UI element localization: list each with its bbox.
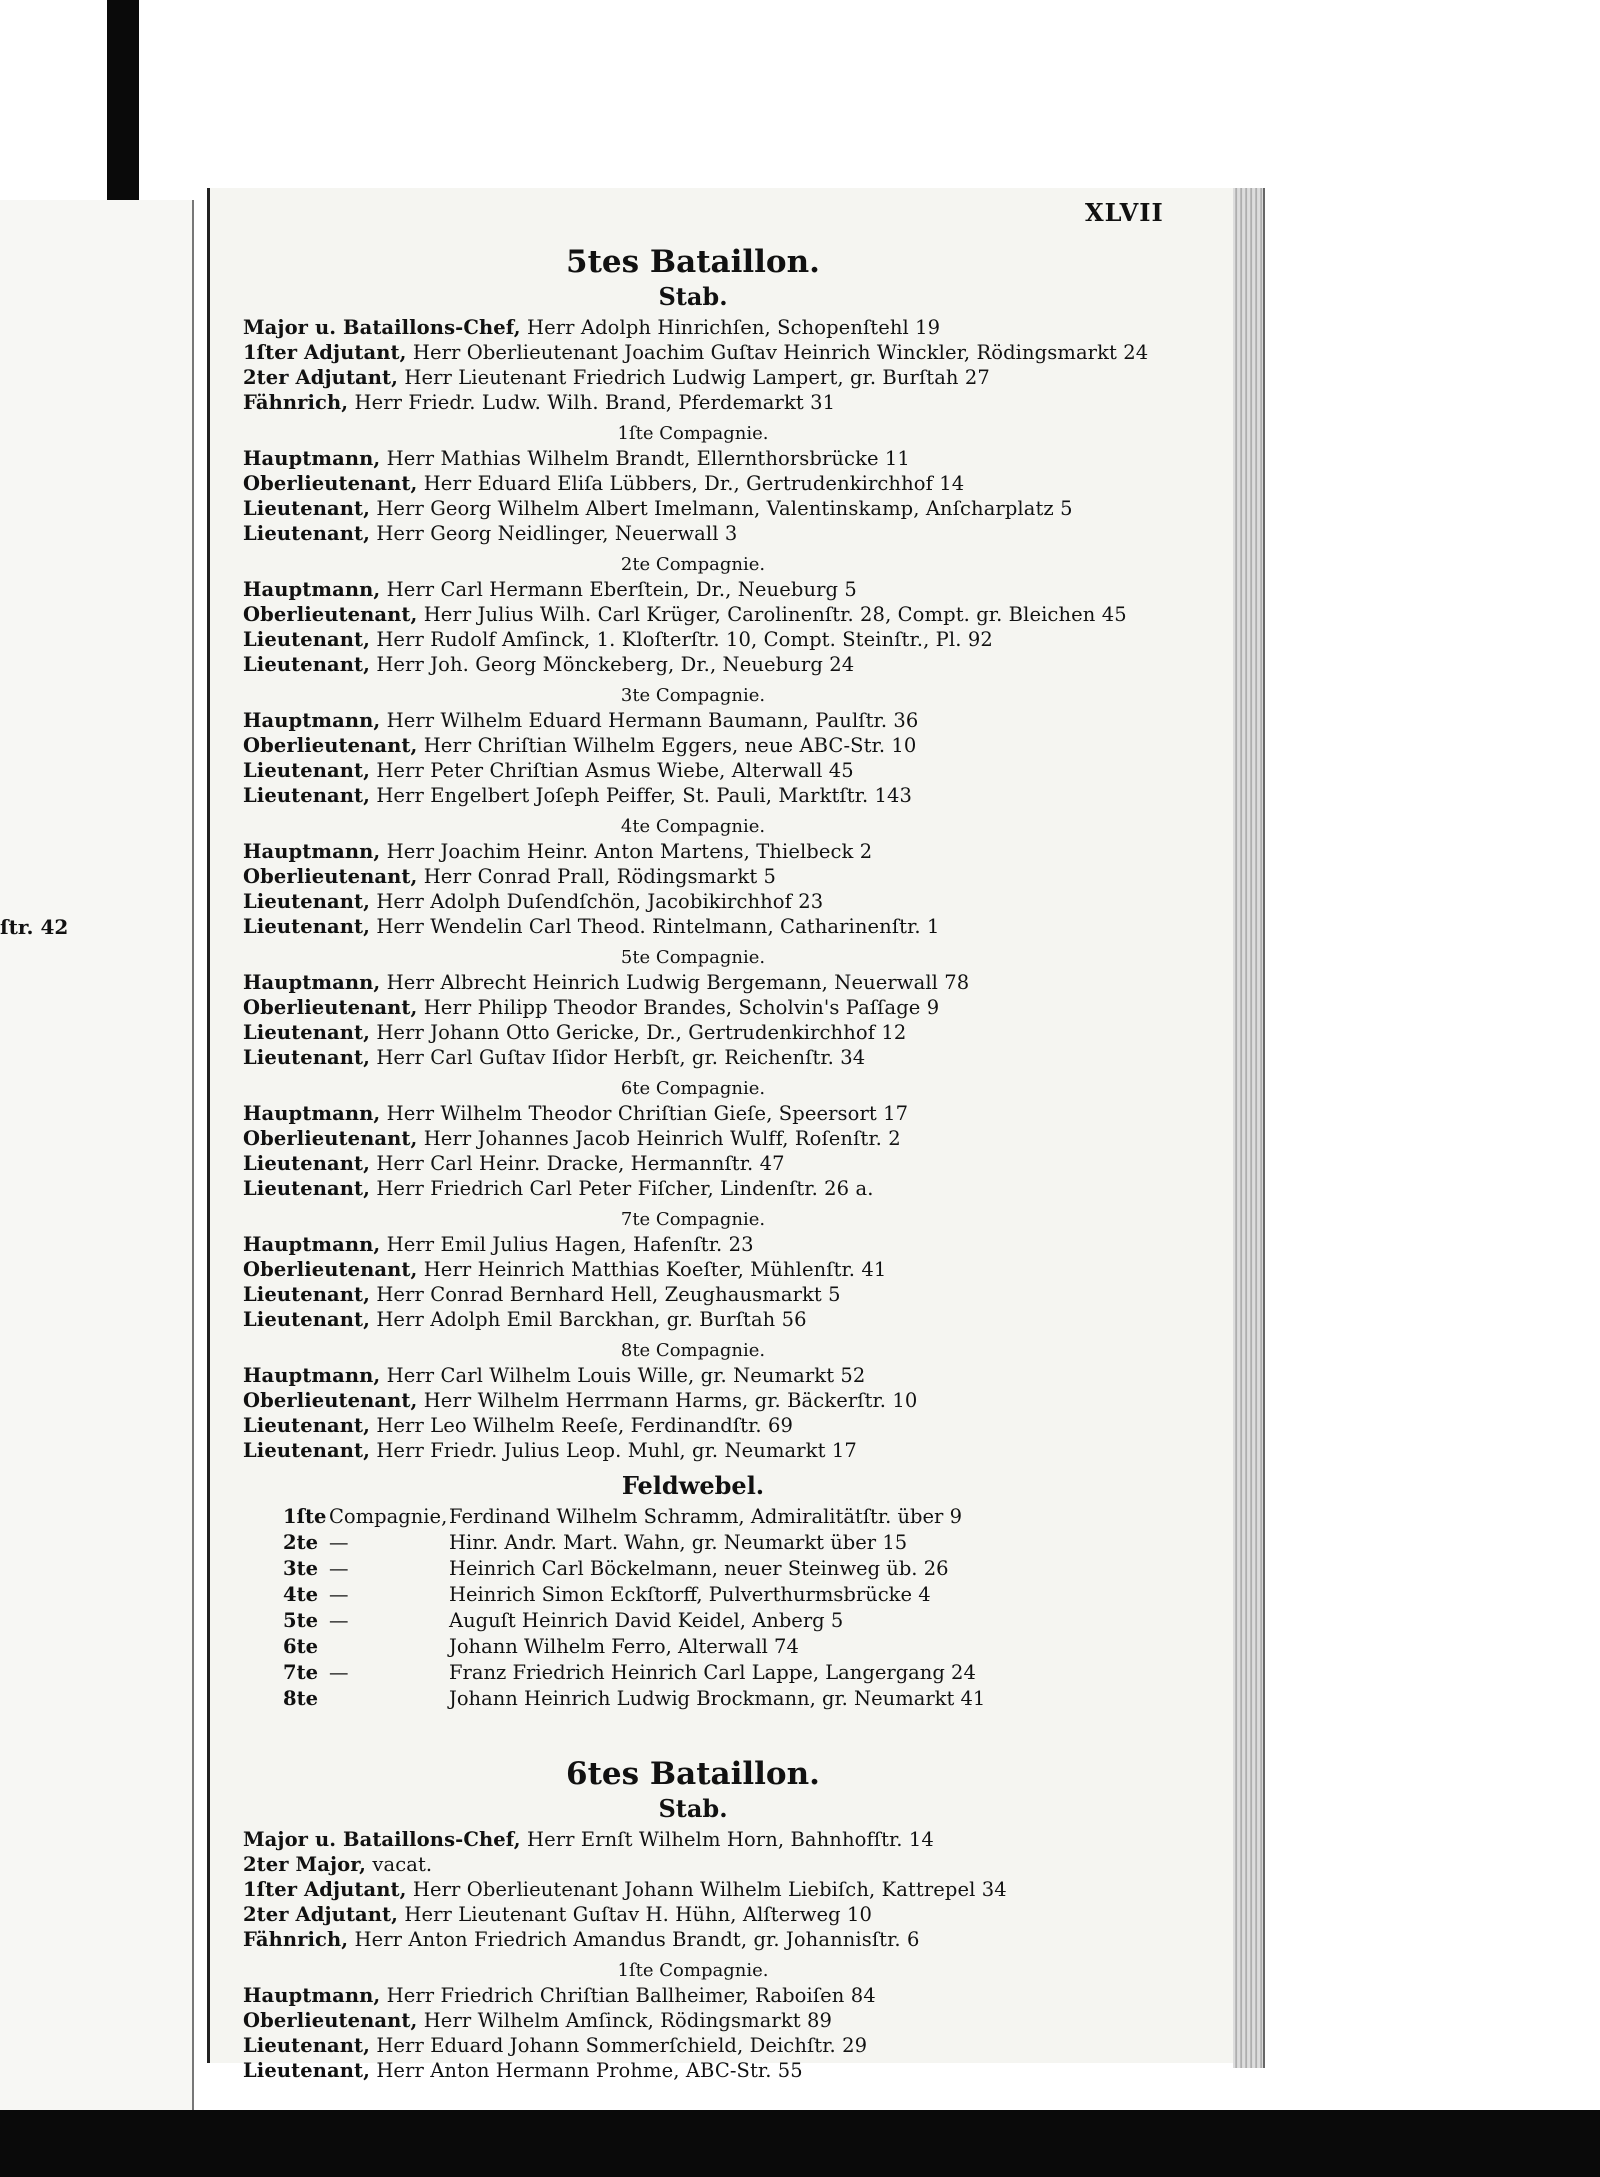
person-name-address: Herr Carl Wilhelm Louis Wille, gr. Neumarkt 52 [380, 1364, 866, 1387]
person-name-address: Herr Wilhelm Amſinck, Rödingsmarkt 89 [417, 2009, 833, 2032]
rank-label: Lieutenant, [243, 653, 371, 676]
company-number: 6te [283, 1635, 318, 1658]
company-member-entry [243, 577, 1143, 602]
person-name-address: Herr Friedrich Carl Peter Fiſcher, Lindenſtr. 26 a. [370, 1177, 874, 1200]
company-member-entry [243, 2033, 1143, 2058]
rank-label: Lieutenant, [243, 2034, 371, 2057]
person-name-address: Herr Wilhelm Theodor Chriſtian Gieſe, Speersort 17 [380, 1102, 909, 1125]
rank-label: Lieutenant, [243, 1308, 371, 1331]
previous-page-text-fragment: ſtr. 42 [0, 915, 69, 939]
rank-label: Lieutenant, [243, 497, 371, 520]
company-member-entry [243, 889, 1143, 914]
company-member-entry [243, 1151, 1143, 1176]
person-name-address: Herr Oberlieutenant Johann Wilhelm Liebiſch, Kattrepel 34 [406, 1878, 1007, 1901]
company-member-entry [243, 1126, 1143, 1151]
rank-label: Hauptmann, [243, 709, 381, 732]
company-member-entry [243, 914, 1143, 939]
person-name-address: Herr Ernſt Wilhelm Horn, Bahnhofſtr. 14 [520, 1828, 934, 1851]
person-name-address: Herr Peter Chriſtian Asmus Wiebe, Alterwall 45 [370, 759, 854, 782]
feldwebel-name-address: Johann Heinrich Ludwig Brockmann, gr. Neumarkt 41 [449, 1687, 986, 1710]
feldwebel-row [283, 1504, 985, 1530]
company-number: 5te [283, 1609, 318, 1632]
feldwebel-title: Feldwebel. [621, 1471, 765, 1500]
stab-member-entry [243, 1902, 1143, 1927]
battalion-6-stab-list [243, 1827, 1143, 1952]
company-member-entry [243, 627, 1143, 652]
rank-label: Oberlieutenant, [243, 2009, 418, 2032]
company-member-entry [243, 1232, 1143, 1257]
company-member-entry [243, 864, 1143, 889]
rank-label: Hauptmann, [243, 1233, 381, 1256]
company-member-entry [243, 2058, 1143, 2083]
company-member-entry [243, 970, 1143, 995]
company-member-entry [243, 839, 1143, 864]
person-name-address: Herr Lieutenant Friedrich Ludwig Lampert, gr. Burſtah 27 [398, 366, 990, 389]
battalion-6-companies [243, 1960, 1143, 2083]
rank-label: Lieutenant, [243, 1177, 371, 1200]
company-member-entry [243, 1363, 1143, 1388]
company-member-entry [243, 708, 1143, 733]
person-name-address: Herr Wilhelm Herrmann Harms, gr. Bäckerſtr. 10 [417, 1389, 918, 1412]
company-member-entry [243, 1413, 1143, 1438]
person-name-address: Herr Adolph Emil Barckhan, gr. Burſtah 56 [370, 1308, 807, 1331]
company-title: 5te Compagnie. [620, 947, 766, 968]
person-name-address: Herr Georg Neidlinger, Neuerwall 3 [370, 522, 738, 545]
company-label: Compagnie, [329, 1505, 448, 1528]
company-label: — [329, 1661, 349, 1684]
page-number: XLVII [1085, 198, 1164, 227]
person-name-address: Herr Conrad Bernhard Hell, Zeughausmarkt 5 [370, 1283, 841, 1306]
feldwebel-name-address: Johann Wilhelm Ferro, Alterwall 74 [449, 1635, 799, 1658]
company-member-entry [243, 1020, 1143, 1045]
company-member-entry [243, 758, 1143, 783]
rank-label: 1ſter Adjutant, [243, 341, 407, 364]
company-title: 1ſte Compagnie. [617, 1960, 769, 1981]
company-member-entry [243, 1045, 1143, 1070]
company-member-entry [243, 733, 1143, 758]
rank-label: 2ter Major, [243, 1853, 367, 1876]
company-member-entry [243, 1282, 1143, 1307]
company-member-entry [243, 652, 1143, 677]
person-name-address: Herr Engelbert Joſeph Peiffer, St. Pauli, Marktſtr. 143 [370, 784, 913, 807]
person-name-address: vacat. [366, 1853, 433, 1876]
company-member-entry [243, 496, 1143, 521]
stab-member-entry [243, 390, 1143, 415]
stab-member-entry [243, 1927, 1143, 1952]
person-name-address: Herr Mathias Wilhelm Brandt, Ellernthorsbrücke 11 [380, 447, 910, 470]
rank-label: Hauptmann, [243, 447, 381, 470]
person-name-address: Herr Georg Wilhelm Albert Imelmann, Valentinskamp, Anſcharplatz 5 [370, 497, 1073, 520]
scan-bottom-border [0, 2110, 1600, 2177]
company-member-entry [243, 1307, 1143, 1332]
person-name-address: Herr Friedr. Julius Leop. Muhl, gr. Neumarkt 17 [370, 1439, 857, 1462]
person-name-address: Herr Wendelin Carl Theod. Rintelmann, Catharinenſtr. 1 [370, 915, 940, 938]
page-edge-stack [1233, 188, 1265, 2068]
rank-label: Lieutenant, [243, 1152, 371, 1175]
person-name-address: Herr Joachim Heinr. Anton Martens, Thielbeck 2 [380, 840, 873, 863]
previous-page [0, 200, 194, 2110]
section-spacer [243, 1712, 1143, 1752]
rank-label: Hauptmann, [243, 840, 381, 863]
feldwebel-row [283, 1556, 985, 1582]
company-member-entry [243, 783, 1143, 808]
stab-member-entry [243, 1877, 1143, 1902]
rank-label: Oberlieutenant, [243, 996, 418, 1019]
company-number: 1ſte [283, 1505, 327, 1528]
person-name-address: Herr Adolph Duſendſchön, Jacobikirchhof 23 [370, 890, 824, 913]
person-name-address: Herr Anton Hermann Prohme, ABC-Str. 55 [370, 2059, 803, 2082]
person-name-address: Herr Eduard Eliſa Lübbers, Dr., Gertrudenkirchhof 14 [417, 472, 965, 495]
company-member-entry [243, 1101, 1143, 1126]
person-name-address: Herr Rudolf Amſinck, 1. Kloſterſtr. 10, Compt. Steinſtr., Pl. 92 [370, 628, 993, 651]
person-name-address: Herr Carl Hermann Eberſtein, Dr., Neueburg 5 [380, 578, 857, 601]
person-name-address: Herr Leo Wilhelm Reeſe, Ferdinandſtr. 69 [370, 1414, 793, 1437]
company-title: 1ſte Compagnie. [617, 423, 769, 444]
company-member-entry [243, 1983, 1143, 2008]
company-member-entry [243, 1257, 1143, 1282]
binding-shadow [107, 0, 139, 210]
company-member-entry [243, 1438, 1143, 1463]
battalion-6-stab-title: Stab. [658, 1794, 728, 1823]
company-number: 4te [283, 1583, 318, 1606]
company-title: 8te Compagnie. [620, 1340, 766, 1361]
feldwebel-row [283, 1530, 985, 1556]
rank-label: Lieutenant, [243, 890, 371, 913]
company-title: 2te Compagnie. [620, 554, 766, 575]
company-number: 3te [283, 1557, 318, 1580]
rank-label: Major u. Bataillons-Chef, [243, 316, 521, 339]
feldwebel-row [283, 1582, 985, 1608]
stab-member-entry [243, 1852, 1143, 1877]
rank-label: Oberlieutenant, [243, 603, 418, 626]
battalion-5-stab-title: Stab. [658, 282, 728, 311]
rank-label: Hauptmann, [243, 578, 381, 601]
feldwebel-name-address: Heinrich Simon Eckſtorff, Pulverthurmsbrücke 4 [449, 1583, 931, 1606]
person-name-address: Herr Johannes Jacob Heinrich Wulff, Roſenſtr. 2 [417, 1127, 901, 1150]
person-name-address: Herr Friedrich Chriſtian Ballheimer, Raboiſen 84 [380, 1984, 876, 2007]
rank-label: Lieutenant, [243, 1439, 371, 1462]
feldwebel-row [283, 1686, 985, 1712]
rank-label: Lieutenant, [243, 915, 371, 938]
rank-label: Oberlieutenant, [243, 1389, 418, 1412]
rank-label: Oberlieutenant, [243, 1127, 418, 1150]
person-name-address: Herr Friedr. Ludw. Wilh. Brand, Pferdemarkt 31 [348, 391, 836, 414]
company-label: — [329, 1609, 349, 1632]
page-content [243, 240, 1149, 2083]
rank-label: Lieutenant, [243, 1414, 371, 1437]
company-number: 8te [283, 1687, 318, 1710]
rank-label: Lieutenant, [243, 1283, 371, 1306]
person-name-address: Herr Eduard Johann Sommerſchield, Deichſtr. 29 [370, 2034, 868, 2057]
person-name-address: Herr Chriſtian Wilhelm Eggers, neue ABC-Str. 10 [417, 734, 917, 757]
person-name-address: Herr Anton Friedrich Amandus Brandt, gr. Johannisſtr. 6 [348, 1928, 920, 1951]
feldwebel-name-address: Heinrich Carl Böckelmann, neuer Steinweg üb. 26 [449, 1557, 949, 1580]
rank-label: Hauptmann, [243, 1984, 381, 2007]
feldwebel-name-address: Franz Friedrich Heinrich Carl Lappe, Langergang 24 [449, 1661, 976, 1684]
stab-member-entry [243, 1827, 1143, 1852]
company-number: 2te [283, 1531, 318, 1554]
company-label [329, 1686, 449, 1712]
feldwebel-row [283, 1634, 985, 1660]
rank-label: Major u. Bataillons-Chef, [243, 1828, 521, 1851]
person-name-address: Herr Joh. Georg Mönckeberg, Dr., Neueburg 24 [370, 653, 855, 676]
person-name-address: Herr Carl Heinr. Dracke, Hermannſtr. 47 [370, 1152, 785, 1175]
company-title: 7te Compagnie. [620, 1209, 766, 1230]
company-title: 3te Compagnie. [620, 685, 766, 706]
rank-label: Oberlieutenant, [243, 734, 418, 757]
person-name-address: Herr Conrad Prall, Rödingsmarkt 5 [417, 865, 777, 888]
company-title: 4te Compagnie. [620, 816, 766, 837]
person-name-address: Herr Philipp Theodor Brandes, Scholvin's Paſſage 9 [417, 996, 940, 1019]
rank-label: Fähnrich, [243, 1928, 349, 1951]
feldwebel-name-address: Hinr. Andr. Mart. Wahn, gr. Neumarkt über 15 [449, 1531, 908, 1554]
company-number: 7te [283, 1661, 318, 1684]
rank-label: 2ter Adjutant, [243, 1903, 399, 1926]
company-member-entry [243, 602, 1143, 627]
rank-label: 2ter Adjutant, [243, 366, 399, 389]
rank-label: Lieutenant, [243, 1046, 371, 1069]
person-name-address: Herr Heinrich Matthias Koeſter, Mühlenſtr. 41 [417, 1258, 887, 1281]
feldwebel-table [283, 1504, 985, 1712]
company-member-entry [243, 471, 1143, 496]
company-label [329, 1634, 449, 1660]
rank-label: Oberlieutenant, [243, 472, 418, 495]
company-label: — [329, 1557, 349, 1580]
person-name-address: Herr Lieutenant Guſtav H. Hühn, Alſterweg 10 [398, 1903, 873, 1926]
company-member-entry [243, 995, 1143, 1020]
feldwebel-name-address: Ferdinand Wilhelm Schramm, Admiralitätſtr. über 9 [449, 1505, 962, 1528]
rank-label: Hauptmann, [243, 971, 381, 994]
company-title: 6te Compagnie. [620, 1078, 766, 1099]
rank-label: 1ſter Adjutant, [243, 1878, 407, 1901]
rank-label: Lieutenant, [243, 759, 371, 782]
company-member-entry [243, 1388, 1143, 1413]
person-name-address: Herr Carl Guſtav Iſidor Herbſt, gr. Reichenſtr. 34 [370, 1046, 866, 1069]
feldwebel-row [283, 1608, 985, 1634]
person-name-address: Herr Johann Otto Gericke, Dr., Gertrudenkirchhof 12 [370, 1021, 907, 1044]
rank-label: Fähnrich, [243, 391, 349, 414]
company-member-entry [243, 2008, 1143, 2033]
rank-label: Lieutenant, [243, 784, 371, 807]
person-name-address: Herr Emil Julius Hagen, Hafenſtr. 23 [380, 1233, 754, 1256]
rank-label: Oberlieutenant, [243, 1258, 418, 1281]
stab-member-entry [243, 340, 1149, 365]
person-name-address: Herr Oberlieutenant Joachim Guſtav Heinrich Winckler, Rödingsmarkt 24 [406, 341, 1149, 364]
company-member-entry [243, 521, 1143, 546]
company-member-entry [243, 446, 1143, 471]
rank-label: Lieutenant, [243, 1021, 371, 1044]
person-name-address: Herr Adolph Hinrichſen, Schopenſtehl 19 [520, 316, 941, 339]
rank-label: Lieutenant, [243, 2059, 371, 2082]
feldwebel-row [283, 1660, 985, 1686]
battalion-5-stab-list [243, 315, 1149, 415]
company-label: — [329, 1531, 349, 1554]
battalion-5-companies [243, 423, 1143, 1463]
feldwebel-name-address: Auguſt Heinrich David Keidel, Anberg 5 [449, 1609, 844, 1632]
rank-label: Lieutenant, [243, 522, 371, 545]
battalion-6-title: 6tes Bataillon. [566, 1756, 820, 1792]
stab-member-entry [243, 315, 1143, 340]
person-name-address: Herr Wilhelm Eduard Hermann Baumann, Paulſtr. 36 [380, 709, 919, 732]
battalion-5-title: 5tes Bataillon. [566, 244, 820, 280]
rank-label: Hauptmann, [243, 1364, 381, 1387]
rank-label: Lieutenant, [243, 628, 371, 651]
rank-label: Hauptmann, [243, 1102, 381, 1125]
company-member-entry [243, 1176, 1143, 1201]
person-name-address: Herr Julius Wilh. Carl Krüger, Carolinenſtr. 28, Compt. gr. Bleichen 45 [417, 603, 1127, 626]
stab-member-entry [243, 365, 1143, 390]
person-name-address: Herr Albrecht Heinrich Ludwig Bergemann, Neuerwall 78 [380, 971, 970, 994]
company-label: — [329, 1583, 349, 1606]
rank-label: Oberlieutenant, [243, 865, 418, 888]
